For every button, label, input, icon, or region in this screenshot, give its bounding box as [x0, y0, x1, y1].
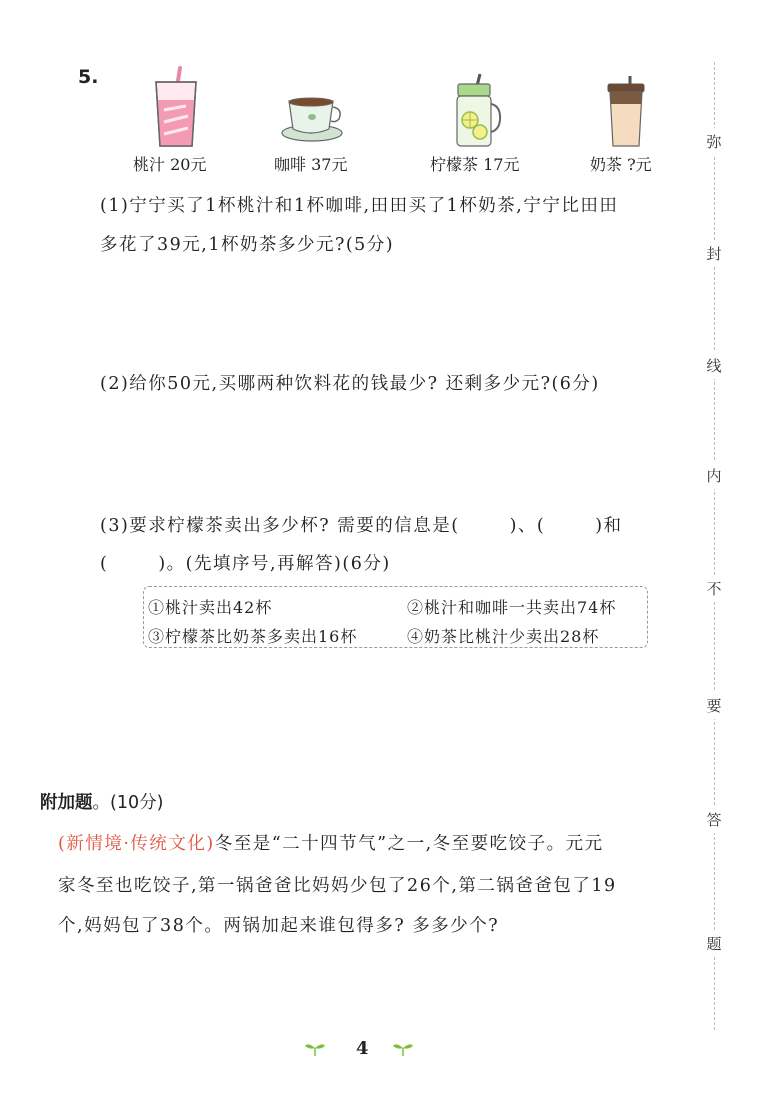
sprout-icon — [304, 1040, 326, 1056]
seal-char: 线 — [700, 352, 728, 379]
seal-char: 封 — [700, 240, 728, 267]
extra-score: 。(10分) — [92, 793, 164, 813]
drink-label-lemon-tea: 柠檬茶 17元 — [430, 155, 520, 174]
part3-line2-text: )。(先填序号,再解答)(6分) — [158, 554, 391, 574]
extra-line1 — [58, 830, 604, 855]
question-number: 5. — [78, 66, 99, 88]
extra-title-text: 附加题 — [40, 793, 93, 813]
part1-line2: 多花了39元,1杯奶茶多少元?(5分) — [100, 235, 395, 255]
drink-label-milk-tea: 奶茶 ?元 — [590, 155, 652, 174]
option-2: ②桃汁和咖啡一共卖出74杯 — [407, 598, 617, 617]
seal-char: 内 — [700, 462, 728, 489]
extra-question-title — [40, 789, 163, 814]
seal-char: 答 — [700, 806, 728, 833]
peach-juice-glass-icon — [150, 66, 202, 150]
coffee-cup-icon — [279, 93, 345, 143]
option-4: ④奶茶比桃汁少卖出28杯 — [407, 627, 600, 646]
drink-label-coffee: 咖啡 37元 — [274, 155, 348, 174]
part3-line2 — [100, 550, 391, 575]
lemon-tea-jar-icon — [452, 72, 502, 148]
part2-line1: (2)给你50元,买哪两种饮料花的钱最少? 还剩多少元?(6分) — [100, 374, 600, 394]
seal-char: 要 — [700, 692, 728, 719]
part3-and: )和 — [595, 516, 623, 536]
part3-line1 — [100, 512, 623, 537]
extra-line1-text: 冬至是“二十四节气”之一,冬至要吃饺子。元元 — [214, 834, 604, 854]
drink-label-peach-juice: 桃汁 20元 — [133, 155, 207, 174]
seal-char: 题 — [700, 930, 728, 957]
seal-line — [714, 62, 715, 1030]
seal-char: 不 — [700, 575, 728, 602]
part3-separator: )、( — [509, 516, 546, 536]
part3-line1-text: (3)要求柠檬茶卖出多少杯? 需要的信息是( — [100, 516, 460, 536]
sprout-icon — [392, 1040, 414, 1056]
option-1: ①桃汁卖出42杯 — [148, 598, 273, 617]
part1-line1: (1)宁宁买了1杯桃汁和1杯咖啡,田田买了1杯奶茶,宁宁比田田 — [100, 196, 619, 216]
page-number: 4 — [356, 1038, 369, 1059]
option-3: ③柠檬茶比奶茶多卖出16杯 — [148, 627, 358, 646]
part3-line2-open: ( — [100, 554, 109, 574]
seal-char: 弥 — [700, 128, 728, 155]
context-tag: (新情境·传统文化) — [58, 834, 215, 854]
extra-line3: 个,妈妈包了38个。两锅加起来谁包得多? 多多少个? — [58, 916, 500, 936]
extra-line2: 家冬至也吃饺子,第一锅爸爸比妈妈少包了26个,第二锅爸爸包了19 — [58, 876, 617, 896]
milk-tea-cup-icon — [604, 74, 648, 148]
